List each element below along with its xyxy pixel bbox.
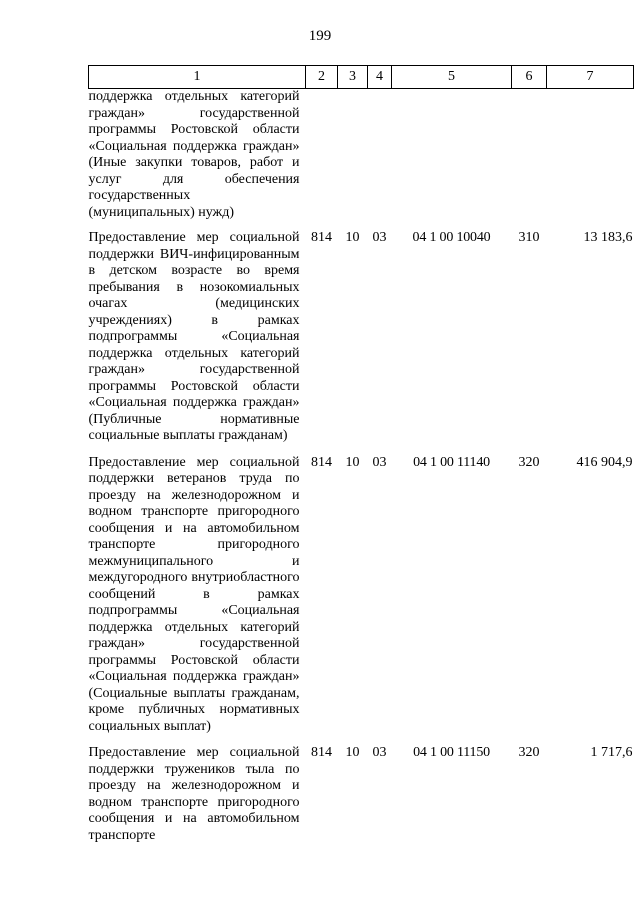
row-section: 10 (345, 230, 360, 245)
header-col-2: 2 (306, 66, 338, 89)
row-amount: 1 717,6 (590, 745, 633, 760)
row-ministry: 814 (311, 454, 332, 470)
budget-table (88, 65, 634, 844)
row-description: поддержка отдельных категорий граждан» государственной программы Ростовской области «Социальная поддержка граждан» (Иные закупки товаров, работ и услуг для обеспечения государственных (муниципальных) нужд) (88, 89, 300, 220)
row-ministry: 814 (311, 230, 332, 245)
header-col-1: 1 (89, 66, 306, 89)
row-ministry (306, 89, 338, 231)
row-expense-type: 320 (518, 454, 540, 470)
row-description: Предоставление мер социальной поддержки ВИЧ-инфицированным в детском возрасте во время пребывания в нозокомиальных очагах (медицинских учреждениях) в рамках подпрограммы «Социальная поддержка отдельных категорий граждан» государственной программы Ростовской области «Социальная поддержка граждан» (Публичные нормативные социальные выплаты гражданам) (88, 230, 300, 443)
row-amount: 416 904,9 (576, 454, 633, 470)
header-col-5: 5 (392, 66, 512, 89)
row-target-article: 04 1 00 11140 (413, 454, 490, 470)
row-section: 10 (345, 454, 360, 470)
row-target-article: 04 1 00 10040 (412, 230, 491, 245)
table-header-row (89, 66, 634, 89)
page-number: 199 (308, 28, 332, 44)
table-row (89, 745, 634, 844)
row-target-article (392, 89, 512, 231)
row-amount (547, 89, 634, 231)
table-row (89, 455, 634, 746)
header-col-7: 7 (547, 66, 634, 89)
row-expense-type (512, 89, 547, 231)
row-subsection (368, 89, 392, 231)
row-subsection: 03 (372, 230, 387, 245)
table-row (89, 230, 634, 455)
row-target-article: 04 1 00 11150 (413, 745, 490, 760)
row-ministry: 814 (311, 745, 332, 760)
header-col-6: 6 (512, 66, 547, 89)
row-subsection: 03 (372, 745, 387, 760)
row-section: 10 (345, 745, 360, 760)
row-subsection: 03 (372, 454, 387, 470)
row-description: Предоставление мер социальной поддержки ветеранов труда по проезду на железнодорожном и водном транспорте пригородного сообщения и на автомобильном транспорте пригородного межмуниципального и междугородного внутриобластного сообщений в рамках подпрограммы «Социальная поддержка отдельных категорий граждан» государственной программы Ростовской области «Социальная поддержка граждан» (Социальные выплаты гражданам, кроме публичных нормативных социальных выплат) (88, 454, 300, 734)
row-expense-type: 310 (518, 230, 540, 245)
row-expense-type: 320 (518, 745, 540, 760)
table-row (89, 89, 634, 231)
row-description: Предоставление мер социальной поддержки тружеников тыла по проезду на железнодорожном и водном транспорте пригородного сообщения и на автомобильном транспорте (88, 745, 300, 843)
header-col-4: 4 (368, 66, 392, 89)
header-col-3: 3 (338, 66, 368, 89)
row-amount: 13 183,6 (583, 230, 633, 245)
row-section (338, 89, 368, 231)
